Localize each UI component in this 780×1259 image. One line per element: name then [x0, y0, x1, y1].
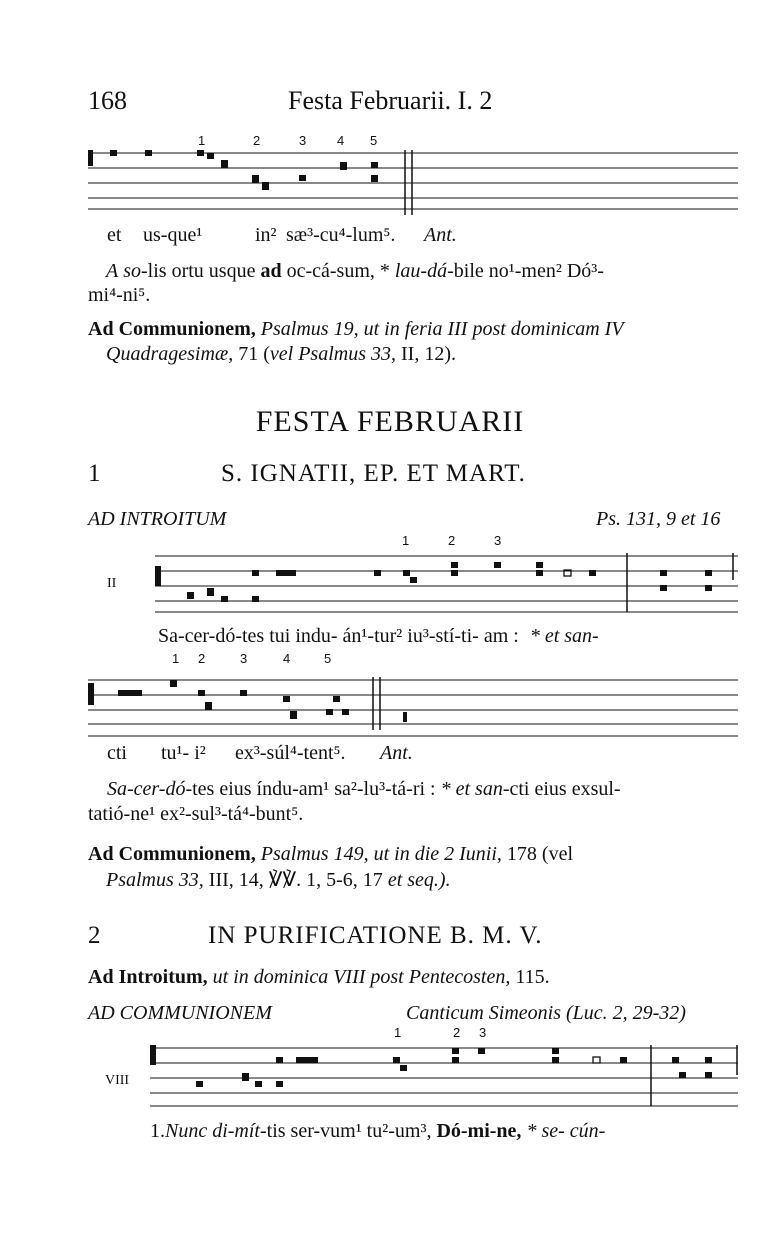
- antiphon-mark: Ant.: [424, 224, 457, 246]
- verse-text: tes eius índu-am¹ sa²-lu³-tá-ri :: [192, 778, 436, 800]
- canticle-reference: Canticum Simeonis (Luc. 2, 29-32): [406, 1002, 686, 1024]
- communion-text: III, 14, ℣℣. 1, 5-6, 17: [208, 869, 383, 891]
- syllable: ex³-súl⁴-tent⁵.: [235, 742, 346, 764]
- verse-line: tatió-ne¹ ex²-sul³-tá⁴-bunt⁵.: [88, 803, 304, 825]
- marker-2: 2: [448, 533, 456, 548]
- feast-number: 2: [88, 922, 101, 949]
- marker-3: 3: [479, 1025, 487, 1040]
- marker-3: 3: [240, 651, 248, 666]
- verse-text: oc-cá-sum, *: [286, 260, 390, 282]
- marker-4: 4: [337, 133, 345, 148]
- introit-text: 115.: [515, 966, 550, 988]
- syllable: tu¹- i²: [161, 742, 206, 764]
- feast-title: IN PURIFICATIONE B. M. V.: [208, 922, 543, 949]
- marker-2: 2: [453, 1025, 461, 1040]
- marker-1: 1: [198, 133, 206, 148]
- communion-text: 178 (vel: [506, 843, 573, 865]
- communion-text: Psalmus 33,: [106, 869, 204, 891]
- communion-label: AD COMMUNIONEM: [88, 1002, 272, 1024]
- verse-text: Sa-cer-dó-: [107, 778, 193, 800]
- feast-title: S. IGNATII, EP. ET MART.: [221, 460, 526, 487]
- lyric-text: Sa-cer-dó-tes tui indu- án¹-tur² iu³-stí-ti- am :: [158, 625, 519, 647]
- verse-text: A: [106, 260, 119, 282]
- lyric-text: Dó-mi-ne,: [436, 1120, 522, 1142]
- marker-2: 2: [253, 133, 261, 148]
- marker-1: 1: [402, 533, 410, 548]
- feast-number: 1: [88, 460, 101, 487]
- verse-text: ad: [260, 260, 282, 282]
- syllable: sæ³-cu⁴-lum⁵.: [286, 224, 396, 246]
- syllable: cti: [107, 742, 127, 764]
- marker-1: 1: [394, 1025, 402, 1040]
- verse-text: bile no¹-men² Dó³-: [453, 260, 604, 282]
- introit-label: AD INTROITUM: [88, 508, 227, 530]
- marker-3: 3: [299, 133, 307, 148]
- verse-text: lis ortu usque: [147, 260, 256, 282]
- communion-label: Ad Communionem,: [88, 843, 256, 865]
- psalm-reference: Ps. 131, 9 et 16: [596, 508, 721, 530]
- lyric-text: 1.: [150, 1120, 165, 1142]
- introit-label: Ad Introitum,: [88, 966, 208, 988]
- section-title: FESTA FEBRUARII: [255, 405, 525, 438]
- communion-text: Quadragesimæ,: [106, 343, 234, 365]
- communion-text: II, 12).: [401, 343, 456, 365]
- verse-text: cti eius exsul-: [509, 778, 621, 800]
- introit-text: ut in dominica VIII post Pentecosten,: [212, 966, 511, 988]
- lyric-text: * et san-: [529, 625, 599, 647]
- verse-text: * et san-: [440, 778, 510, 800]
- running-title: Festa Februarii. I. 2: [288, 86, 493, 115]
- communion-text: 71 (: [238, 343, 270, 365]
- lyric-text: Nunc di-mít-: [165, 1120, 267, 1142]
- lyric-line: [150, 1120, 605, 1143]
- marker-5: 5: [324, 651, 332, 666]
- antiphon-mark: Ant.: [380, 742, 413, 764]
- marker-4: 4: [283, 651, 291, 666]
- mode-number: II: [107, 576, 117, 591]
- lyric-text: tis ser-vum¹ tu²-um³,: [266, 1120, 432, 1142]
- communion-text: Psalmus 149, ut in die 2 Iunii,: [260, 843, 502, 865]
- verse-text: lau-dá-: [394, 260, 454, 282]
- mode-number: VIII: [105, 1073, 130, 1088]
- page-number: 168: [88, 86, 127, 115]
- marker-3: 3: [494, 533, 502, 548]
- verse-text: so-: [123, 260, 148, 282]
- communion-text: Psalmus 19, ut in feria III post dominicam IV: [260, 318, 624, 340]
- communion-label: Ad Communionem,: [88, 318, 256, 340]
- syllable: us-que¹: [143, 224, 203, 246]
- lyric-text: * se- cún-: [526, 1120, 606, 1142]
- marker-5: 5: [370, 133, 378, 148]
- syllable: et: [107, 224, 122, 246]
- communion-text: et seq.).: [387, 869, 451, 891]
- marker-2: 2: [198, 651, 206, 666]
- syllable: in²: [255, 224, 277, 246]
- communion-text: vel Psalmus 33,: [269, 343, 396, 365]
- verse-line: mi⁴-ni⁵.: [88, 284, 151, 306]
- marker-1: 1: [172, 651, 180, 666]
